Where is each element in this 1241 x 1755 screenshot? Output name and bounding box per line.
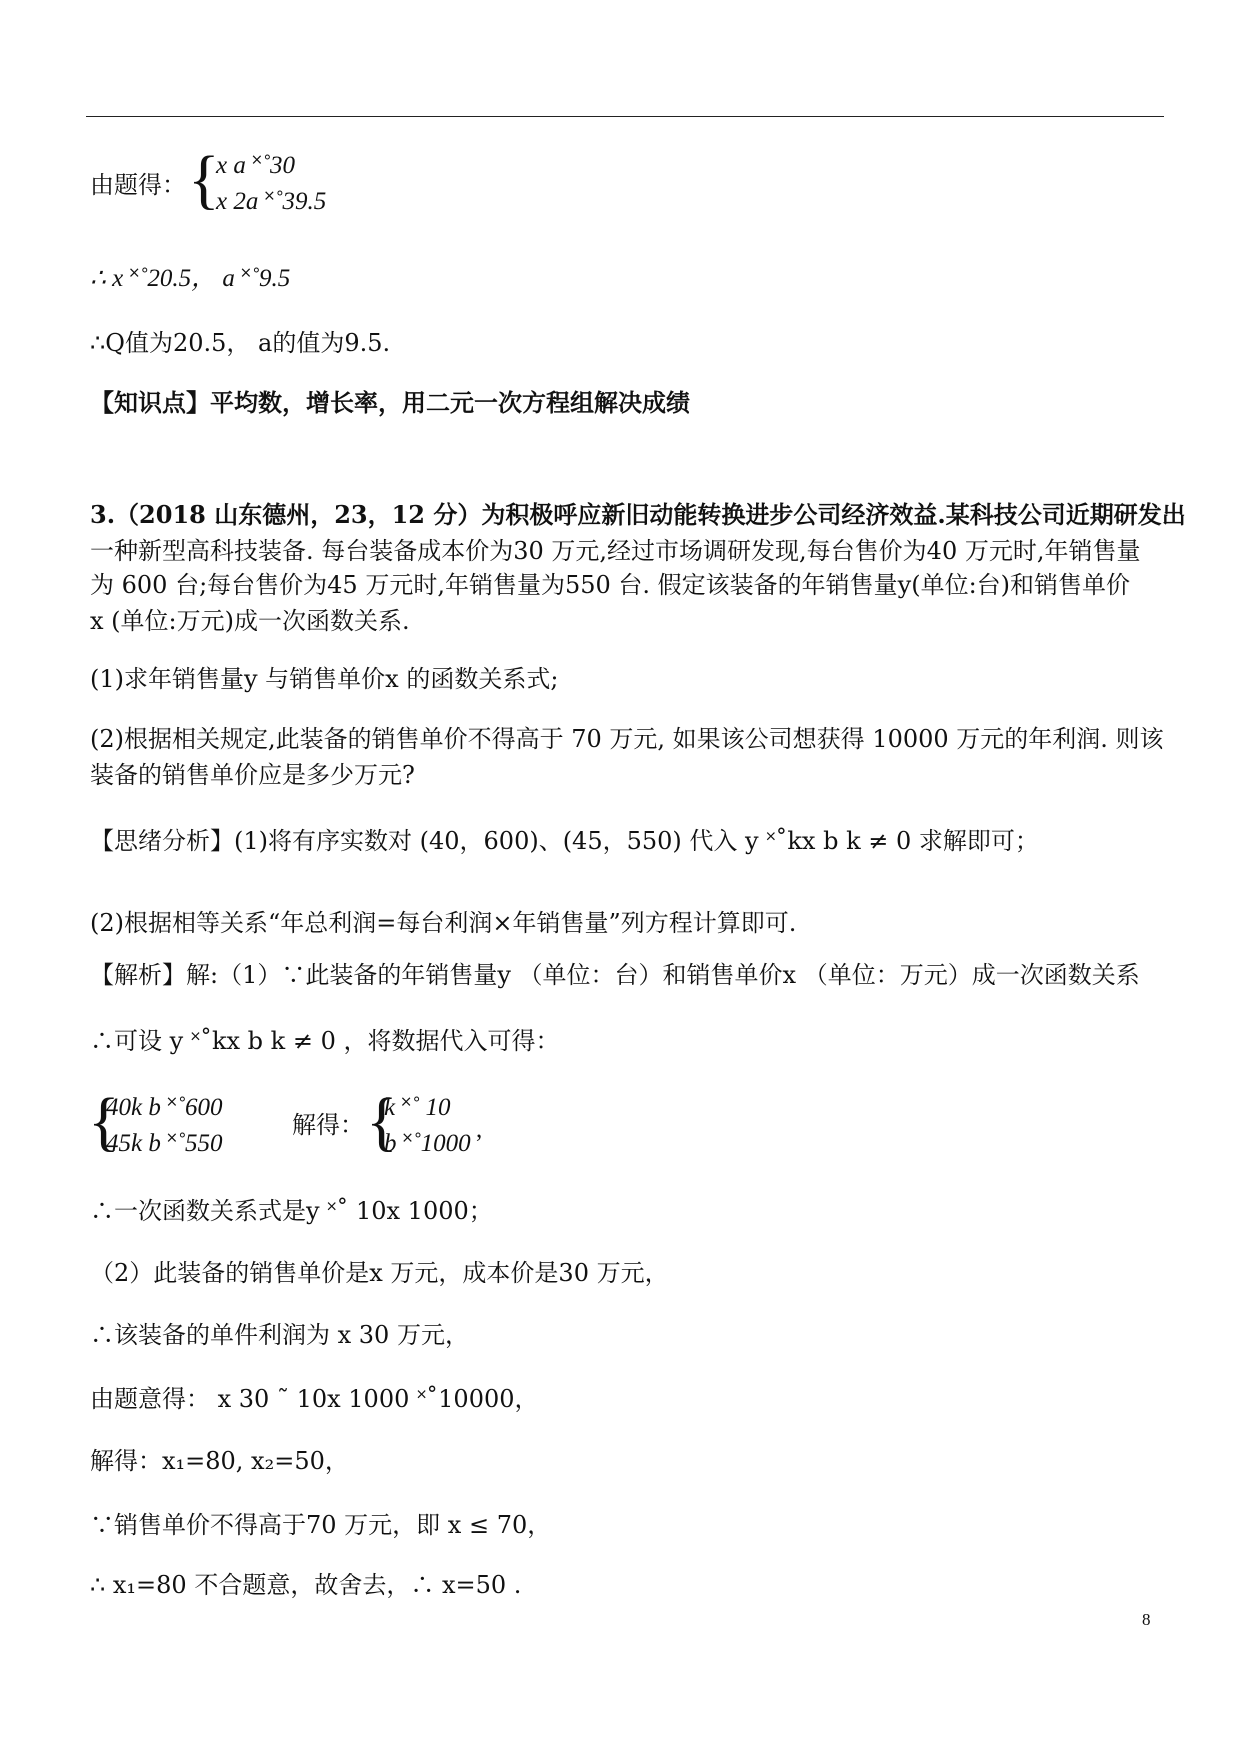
system3-row2: b ˟˚1000 (384, 1130, 471, 1157)
analysis-line: 【思绪分析】(1)将有序实数对 (40，600)、(45，550) 代入 y ˟˚kx b k ≠ 0 求解即可； (90, 827, 1039, 855)
left-brace-icon: { (188, 143, 220, 216)
solution-line-1: 【解析】解:（1）∵此装备的年销售量y （单位：台）和销售单价x （单位：万元）成一次函数关系 (90, 961, 1140, 989)
result-line-2: ∴Q值为20.5， a的值为9.5. (90, 329, 391, 357)
question-1: (1)求年销售量y 与销售单价x 的函数关系式; (90, 665, 559, 693)
given-prefix: 由题得： (90, 171, 186, 199)
solution-line-4: （2）此装备的销售单价是x 万元，成本价是30 万元， (90, 1259, 669, 1287)
problem-3-line4: x (单位:万元)成一次函数关系. (90, 607, 410, 635)
equation-system-1 (188, 143, 348, 224)
result-line-1: ∴ x ˟˚20.5， a ˟˚9.5 (90, 265, 291, 292)
solution-line-5: ∴该装备的单件利润为 x 30 万元， (90, 1321, 469, 1349)
question-2-line2: 装备的销售单价应是多少万元? (90, 761, 415, 789)
header-rule (86, 116, 1164, 117)
problem-3-line2: 一种新型高科技装备. 每台装备成本价为30 万元,经过市场调研发现,每台售价为40 万元时,年销售量 (90, 537, 1141, 565)
solution-line-3: ∴一次函数关系式是y ˟˚ 10x 1000； (90, 1197, 493, 1225)
solution-line-9: ∴ x₁=80 不合题意，故舍去，∴ x=50 . (90, 1571, 522, 1599)
given-line (90, 170, 186, 200)
question-2-line1: (2)根据相关规定,此装备的销售单价不得高于 70 万元, 如果该公司想获得 10000 万元的年利润. 则该 (90, 725, 1164, 753)
left-brace-icon: { (88, 1085, 120, 1158)
solution-line-2: ∴可设 y ˟˚kx b k ≠ 0 ，将数据代入可得： (90, 1027, 560, 1055)
system1-row1: x a ˟˚30 (216, 152, 295, 179)
analysis-line-2: (2)根据相等关系“年总利润=每台利润×年销售量”列方程计算即可. (90, 909, 797, 937)
solve-label: 解得： (292, 1111, 364, 1139)
left-brace-icon: { (366, 1085, 398, 1158)
system1-row2: x 2a ˟˚39.5 (216, 188, 327, 215)
system2-row2: 45k b ˟˚550 (106, 1130, 223, 1157)
solution-line-8: ∵销售单价不得高于70 万元，即 x ≤ 70， (90, 1511, 552, 1539)
solution-line-7: 解得：x₁=80, x₂=50， (90, 1447, 349, 1475)
knowledge-point: 【知识点】平均数，增长率，用二元一次方程组解决成绩 (90, 388, 690, 417)
equation-system-3 (366, 1085, 508, 1166)
solution-line-6: 由题意得： x 30 ˜ 10x 1000 ˟˚10000， (90, 1385, 539, 1413)
problem-3-heading: 3.（2018 山东德州，23，12 分）为积极呼应新旧动能转换进步公司经济效益.某科技公司近期研发出 (90, 500, 1186, 529)
problem-3-line3: 为 600 台;每台售价为45 万元时,年销售量为550 台. 假定该装备的年销售量y(单位:台)和销售单价 (90, 571, 1131, 599)
system2-row1: 40k b ˟˚600 (106, 1094, 223, 1121)
system3-suffix: , (476, 1116, 483, 1143)
equation-system-2 (88, 1085, 270, 1166)
page-number: 8 (1142, 1610, 1151, 1629)
system3-row1: k ˟˚ 10 (384, 1094, 451, 1121)
